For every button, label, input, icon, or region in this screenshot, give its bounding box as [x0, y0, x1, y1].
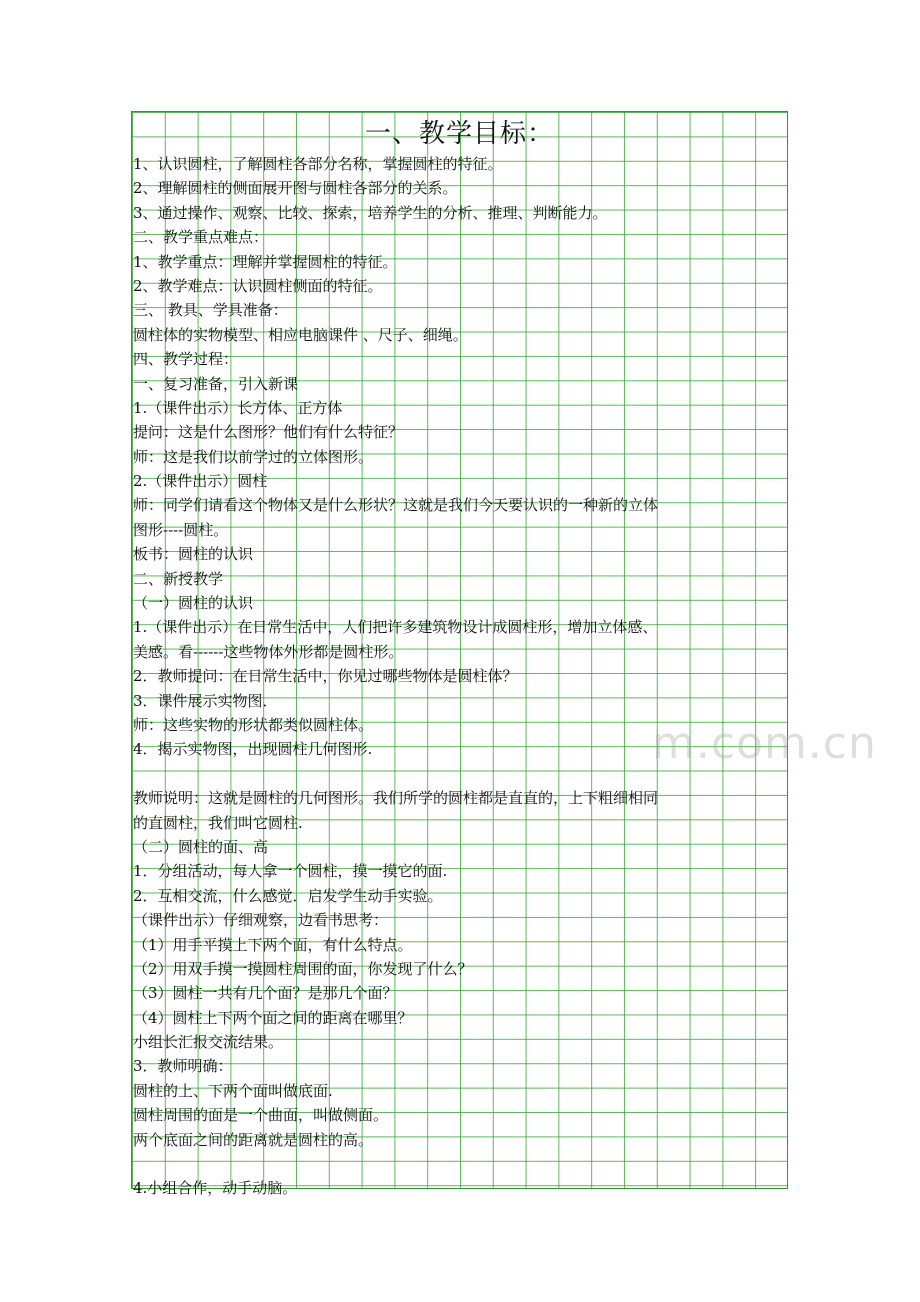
text-line: 1、认识圆柱，了解圆柱各部分名称，掌握圆柱的特征。	[133, 155, 503, 173]
page-title: 一、教学目标：	[364, 119, 554, 149]
text-line: 圆柱的上、下两个面叫做底面.	[133, 1081, 333, 1100]
text-line: 三、 教具、学具准备：	[133, 301, 288, 320]
text-line: （二）圆柱的面、高	[133, 837, 269, 856]
text-line: 3．教师明确：	[133, 1057, 233, 1076]
text-line: 两个底面之间的距离就是圆柱的高。	[133, 1130, 374, 1149]
text-line: 师：同学们请看这个物体又是什么形状？这就是我们今天要认识的一种新的立体	[133, 496, 659, 515]
text-line: （4）圆柱上下两个面之间的距离在哪里？	[133, 1008, 413, 1027]
text-line: 3、通过操作、观察、比较、探索，培养学生的分析、推理、判断能力。	[133, 203, 608, 222]
text-line: 4.小组合作，动手动脑。	[133, 1179, 298, 1198]
text-line: （课件出示）仔细观察，边看书思考：	[133, 911, 389, 930]
text-line: 的直圆柱，我们叫它圆柱.	[133, 813, 303, 832]
text-line: 二、新授教学	[133, 569, 224, 588]
text-line: 1、教学重点：理解并掌握圆柱的特征。	[133, 252, 398, 271]
text-line: 3．课件展示实物图．	[133, 691, 278, 710]
text-line: 师：这是我们以前学过的立体图形。	[133, 447, 374, 466]
text-line: （1）用手平摸上下两个面，有什么特点。	[133, 935, 413, 954]
text-line	[132, 1152, 787, 1176]
text-line: 师：这些实物的形状都类似圆柱体。	[133, 715, 374, 734]
text-line: 二、教学重点难点：	[133, 228, 269, 247]
text-line: 1.（课件出示）长方体、正方体	[133, 398, 343, 417]
text-line: 2.（课件出示）圆柱	[133, 472, 268, 491]
text-line: 教师说明：这就是圆柱的几何图形。我们所学的圆柱都是直直的，上下粗细相同	[133, 789, 659, 808]
text-line: 提问：这是什么图形？他们有什么特征？	[133, 423, 404, 442]
text-line: 圆柱体的实物模型、相应电脑课件 、尺子、细绳。	[133, 325, 468, 344]
text-line: 四、教学过程：	[133, 350, 239, 369]
text-line	[132, 762, 787, 786]
text-line: 2、理解圆柱的侧面展开图与圆柱各部分的关系。	[133, 179, 458, 198]
text-line: （3）圆柱一共有几个面？是那几个面？	[133, 984, 398, 1003]
text-line: 2．教师提问：在日常生活中，你见过哪些物体是圆柱体？	[133, 667, 518, 686]
text-line: （一）圆柱的认识	[133, 594, 254, 613]
text-line: 4．揭示实物图，出现圆柱几何图形.	[133, 740, 373, 759]
text-line: 美感。看------这些物体外形都是圆柱形。	[133, 642, 404, 661]
text-line: （2）用双手摸一摸圆柱周围的面，你发现了什么？	[133, 959, 473, 978]
text-line: 1．分组活动，每人拿一个圆柱，摸一摸它的面.	[133, 862, 448, 881]
text-line: 图形----圆柱。	[133, 520, 229, 539]
watermark: m.com.cn	[652, 718, 877, 769]
text-line: 一、复习准备，引入新课	[133, 374, 299, 393]
text-line: 圆柱周围的面是一个曲面，叫做侧面。	[133, 1106, 389, 1125]
text-line: 1.（课件出示）在日常生活中，人们把许多建筑物设计成圆柱形，增加立体感、	[133, 618, 658, 637]
grid-paper-sheet	[131, 111, 877, 1198]
text-line: 2、教学难点：认识圆柱侧面的特征。	[133, 276, 383, 295]
text-line: 小组长汇报交流结果。	[133, 1033, 284, 1052]
text-line: 板书：圆柱的认识	[133, 545, 254, 564]
text-line: 2．互相交流，什么感觉．启发学生动手实验。	[133, 886, 443, 905]
text-lines	[132, 152, 787, 1201]
